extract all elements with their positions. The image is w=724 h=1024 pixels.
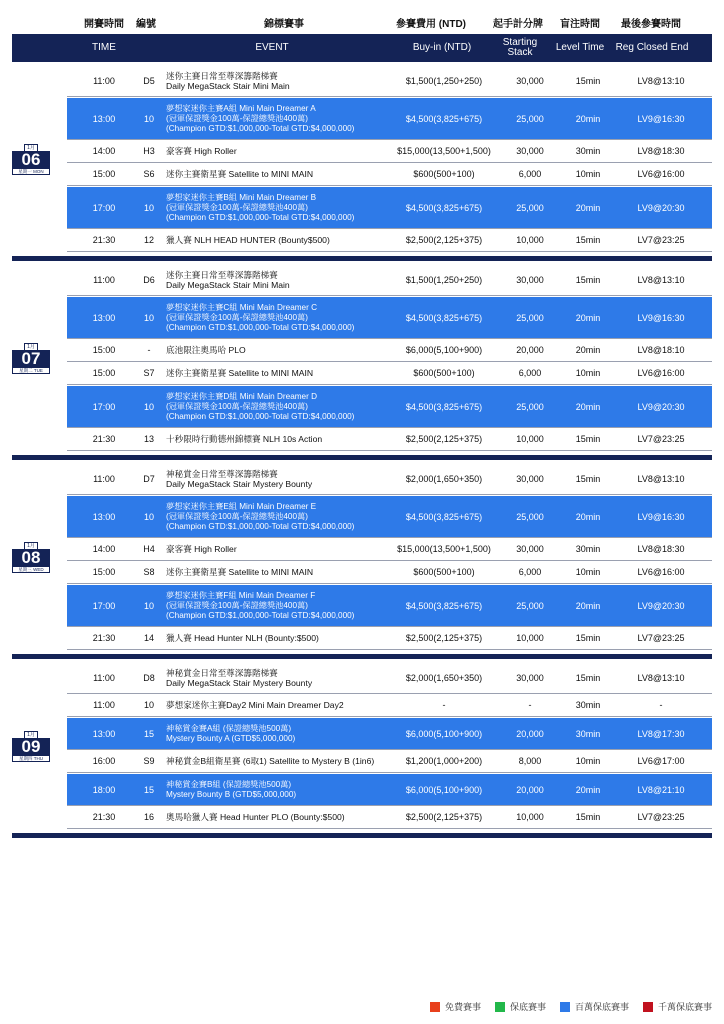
event-line: 神秘賞金賽B組 (保證總獎池500萬)	[166, 779, 292, 789]
row-reg: LV9@16:30	[637, 113, 685, 124]
row-buyin: $15,000(13,500+1,500)	[397, 146, 491, 156]
row-event	[166, 774, 396, 805]
header-event-cn: 錦標賽事	[264, 19, 304, 30]
row-event	[166, 428, 396, 450]
row-number: 10	[143, 600, 154, 611]
row-buyin: $4,500(3,825+675)	[405, 312, 483, 323]
row-number: 10	[143, 511, 154, 522]
row-reg: LV9@16:30	[637, 511, 685, 522]
row-buyin: $1,200(1,000+200)	[405, 756, 483, 766]
header-chinese	[12, 8, 712, 34]
header-time-en: TIME	[92, 42, 116, 53]
row-number: S7	[143, 368, 155, 378]
event-line: (冠軍保證獎金100萬-保證總獎池400萬)	[166, 113, 308, 123]
row-reg: LV8@13:10	[637, 672, 685, 683]
row-reg: LV7@23:25	[637, 235, 685, 245]
row-stack: 6,000	[518, 368, 542, 378]
table-row	[67, 339, 712, 362]
row-buyin: $4,500(3,825+675)	[405, 113, 483, 124]
row-stack: 6,000	[518, 567, 542, 577]
row-event	[166, 187, 396, 228]
date-month: 1月	[24, 731, 38, 738]
row-stack: 25,000	[516, 511, 544, 522]
row-time: 11:00	[93, 672, 115, 683]
row-buyin: $4,500(3,825+675)	[405, 401, 483, 412]
row-level: 15min	[575, 274, 601, 285]
row-stack: 8,000	[518, 756, 542, 766]
row-reg: LV8@21:10	[637, 784, 685, 795]
row-event	[166, 662, 396, 693]
row-buyin: $600(500+100)	[413, 169, 475, 179]
row-level: 15min	[575, 633, 601, 643]
event-line: 神秘賞金賽A組 (保證總獎池500萬)	[166, 723, 292, 733]
event-line: 獵人賽 Head Hunter NLH (Bounty:$500)	[166, 633, 319, 643]
table-row	[67, 163, 712, 186]
event-line: (冠軍保證獎金100萬-保證總獎池400萬)	[166, 312, 308, 322]
row-event	[166, 585, 396, 626]
row-time: 21:30	[92, 633, 116, 643]
event-line: (冠軍保證獎金100萬-保證總獎池400萬)	[166, 401, 308, 411]
table-row	[67, 561, 712, 584]
row-number: -	[147, 345, 151, 355]
row-reg: LV6@17:00	[637, 756, 685, 766]
row-buyin: $6,000(5,100+900)	[405, 728, 483, 739]
row-level: 15min	[575, 235, 601, 245]
row-number: H4	[143, 544, 155, 554]
row-event	[166, 538, 396, 560]
row-number: 10	[143, 202, 154, 213]
row-level: 10min	[575, 567, 601, 577]
row-number: 12	[143, 235, 154, 245]
event-line: 夢想家迷你主賽Day2 Mini Main Dreamer Day2	[166, 700, 344, 710]
date-month: 1月	[24, 542, 38, 549]
row-reg: LV9@20:30	[637, 401, 685, 412]
row-number: D6	[143, 274, 155, 285]
row-number: 10	[143, 312, 154, 323]
table-row-highlight	[67, 585, 712, 627]
row-reg: LV8@18:30	[637, 146, 685, 156]
row-event	[166, 463, 396, 494]
table-row	[67, 463, 712, 495]
legend-label: 保底賽事	[509, 1002, 546, 1012]
row-time: 11:00	[93, 75, 115, 86]
row-time: 14:00	[92, 544, 116, 554]
row-level: 20min	[575, 202, 601, 213]
event-line: (Champion GTD:$1,000,000-Total GTD:$4,000,000)	[166, 411, 355, 421]
event-line: Daily MegaStack Stair Mini Main	[166, 80, 290, 91]
header-stack-en: Starting Stack	[502, 37, 538, 58]
row-level: 20min	[575, 401, 601, 412]
row-level: 20min	[575, 784, 601, 795]
event-line: 夢想家迷你主賽B組 Mini Main Dreamer B	[166, 192, 317, 202]
row-stack: 10,000	[516, 235, 544, 245]
row-level: 15min	[575, 75, 601, 86]
row-stack: 20,000	[516, 728, 544, 739]
event-line: 迷你主賽衛星賽 Satellite to MINI MAIN	[166, 567, 314, 577]
row-buyin: $2,000(1,650+350)	[405, 672, 483, 683]
event-line: Mystery Bounty B (GTD$5,000,000)	[166, 789, 297, 799]
date-month: 1月	[24, 144, 38, 151]
legend-swatch	[560, 1002, 570, 1012]
legend-item	[430, 1000, 481, 1013]
row-number: 16	[143, 812, 154, 822]
row-level: 30min	[575, 544, 601, 554]
event-line: 迷你主賽衛星賽 Satellite to MINI MAIN	[166, 368, 314, 378]
row-time: 21:30	[92, 434, 116, 444]
event-line: (冠軍保證獎金100萬-保證總獎池400萬)	[166, 600, 308, 610]
event-line: 神秘賞金日常至尊深籌階梯賽	[166, 667, 278, 678]
event-line: 迷你主賽日常至尊深籌階梯賽	[166, 70, 278, 81]
row-event	[166, 339, 396, 361]
row-buyin: $2,500(2,125+375)	[405, 633, 483, 643]
row-time: 21:30	[92, 812, 116, 822]
row-reg: LV8@18:10	[637, 345, 685, 355]
row-event	[166, 65, 396, 96]
row-stack: 6,000	[518, 169, 542, 179]
legend-label: 免費賽事	[444, 1002, 481, 1012]
row-number: S8	[143, 567, 155, 577]
row-number: 10	[143, 700, 154, 710]
row-level: 20min	[575, 345, 601, 355]
table-row-highlight	[67, 98, 712, 140]
event-line: 奧馬哈獵人賽 Head Hunter PLO (Bounty:$500)	[166, 812, 345, 822]
row-buyin: $6,000(5,100+900)	[405, 345, 483, 355]
row-level: 10min	[575, 756, 601, 766]
row-level: 10min	[575, 169, 601, 179]
header-reg-cn: 最後參賽時間	[621, 19, 681, 30]
table-row-highlight	[67, 187, 712, 229]
row-number: D7	[143, 473, 155, 484]
row-reg: LV7@23:25	[637, 434, 685, 444]
table-row	[67, 538, 712, 561]
row-time: 16:00	[92, 756, 116, 766]
event-line: Daily MegaStack Stair Mystery Bounty	[166, 478, 313, 489]
row-reg: LV9@20:30	[637, 202, 685, 213]
table-row	[67, 428, 712, 451]
row-stack: 10,000	[516, 812, 544, 822]
legend-item	[643, 1000, 712, 1013]
row-buyin: $600(500+100)	[413, 368, 475, 378]
row-stack: 30,000	[516, 274, 544, 285]
row-stack: 25,000	[516, 312, 544, 323]
date-weekday: 星期三 WED	[12, 567, 50, 573]
row-time: 15:00	[92, 368, 116, 378]
row-buyin: $2,500(2,125+375)	[405, 812, 483, 822]
event-line: Daily MegaStack Stair Mystery Bounty	[166, 677, 313, 688]
row-time: 13:00	[92, 312, 116, 323]
row-stack: 25,000	[516, 202, 544, 213]
row-time: 15:00	[92, 567, 116, 577]
legend-label: 千萬保底賽事	[657, 1002, 712, 1012]
row-level: 30min	[575, 700, 601, 710]
event-line: 夢想家迷你主賽C組 Mini Main Dreamer C	[166, 302, 318, 312]
row-reg: LV6@16:00	[637, 567, 685, 577]
row-stack: 25,000	[516, 401, 544, 412]
table-row	[67, 362, 712, 385]
row-time: 13:00	[92, 113, 116, 124]
row-stack: 30,000	[516, 544, 544, 554]
day-block	[12, 62, 712, 252]
header-stack-cn: 起手計分牌	[493, 19, 543, 30]
table-row	[67, 229, 712, 252]
row-buyin: $15,000(13,500+1,500)	[397, 544, 491, 554]
row-event	[166, 806, 396, 828]
row-event	[166, 496, 396, 537]
event-line: Daily MegaStack Stair Mini Main	[166, 279, 290, 290]
event-line: 十秒限時行動德州錦標賽 NLH 10s Action	[166, 434, 323, 444]
row-reg: LV7@23:25	[637, 812, 685, 822]
row-stack: 25,000	[516, 113, 544, 124]
row-number: S9	[143, 756, 155, 766]
header-buyin-cn: 參賽費用 (NTD)	[396, 19, 466, 30]
row-event	[166, 718, 396, 749]
table-row-highlight	[67, 718, 712, 750]
row-time: 14:00	[92, 146, 116, 156]
row-level: 15min	[575, 434, 601, 444]
row-event	[166, 163, 396, 185]
event-line: 獵人賽 NLH HEAD HUNTER (Bounty$500)	[166, 235, 330, 245]
header-event-en: EVENT	[255, 42, 289, 53]
row-reg: LV8@13:10	[637, 75, 685, 86]
row-level: 10min	[575, 368, 601, 378]
row-buyin: $6,000(5,100+900)	[405, 784, 483, 795]
row-number: H3	[143, 146, 155, 156]
row-event	[166, 561, 396, 583]
table-row	[67, 264, 712, 296]
row-event	[166, 750, 396, 772]
row-level: 30min	[575, 146, 601, 156]
event-line: (冠軍保證獎金100萬-保證總獎池400萬)	[166, 202, 308, 212]
event-line: (冠軍保證獎金100萬-保證總獎池400萬)	[166, 511, 308, 521]
event-line: 夢想家迷你主賽E組 Mini Main Dreamer E	[166, 501, 317, 511]
row-event	[166, 264, 396, 295]
row-number: D5	[143, 75, 155, 86]
legend-swatch	[495, 1002, 505, 1012]
row-number: 10	[143, 113, 154, 124]
date-badge	[12, 731, 50, 762]
event-line: 神秘賞金B組衛星賽 (6取1) Satellite to Mystery B (1in6)	[166, 756, 375, 766]
date-weekday: 星期四 THU	[12, 756, 50, 762]
event-line: 豪客賽 High Roller	[166, 544, 237, 554]
legend-swatch	[430, 1002, 440, 1012]
header-level-en: Level Time	[555, 42, 605, 53]
event-line: (Champion GTD:$1,000,000-Total GTD:$4,000,000)	[166, 322, 355, 332]
row-reg: LV9@16:30	[637, 312, 685, 323]
event-line: 夢想家迷你主賽D組 Mini Main Dreamer D	[166, 391, 318, 401]
legend-item	[495, 1000, 546, 1013]
row-number: 13	[143, 434, 154, 444]
row-reg: LV7@23:25	[637, 633, 685, 643]
row-number: 14	[143, 633, 154, 643]
date-day: 06	[12, 151, 50, 169]
row-buyin: $1,500(1,250+250)	[405, 75, 483, 86]
row-stack: -	[528, 700, 532, 710]
date-weekday: 星期二 TUE	[12, 368, 50, 374]
legend-label: 百萬保底賽事	[574, 1002, 629, 1012]
row-event	[166, 98, 396, 139]
date-weekday: 星期一 MON	[12, 169, 50, 175]
row-buyin: $1,500(1,250+250)	[405, 274, 483, 285]
row-buyin: $4,500(3,825+675)	[405, 202, 483, 213]
event-line: 迷你主賽日常至尊深籌階梯賽	[166, 269, 278, 280]
event-line: (Champion GTD:$1,000,000-Total GTD:$4,000,000)	[166, 123, 355, 133]
row-buyin: $4,500(3,825+675)	[405, 600, 483, 611]
row-time: 15:00	[92, 169, 116, 179]
event-line: 豪客賽 High Roller	[166, 146, 237, 156]
event-line: 迷你主賽衛星賽 Satellite to MINI MAIN	[166, 169, 314, 179]
row-buyin: $2,500(2,125+375)	[405, 434, 483, 444]
header-buyin-en: Buy-in (NTD)	[412, 42, 472, 53]
event-line: (Champion GTD:$1,000,000-Total GTD:$4,000,000)	[166, 521, 355, 531]
date-day: 08	[12, 549, 50, 567]
row-time: 13:00	[92, 511, 116, 522]
row-buyin: $2,000(1,650+350)	[405, 473, 483, 484]
row-level: 20min	[575, 600, 601, 611]
schedule-sheet	[12, 8, 712, 838]
row-level: 15min	[575, 812, 601, 822]
day-separator	[12, 833, 712, 838]
row-reg: LV8@13:10	[637, 274, 685, 285]
row-time: 15:00	[92, 345, 116, 355]
row-stack: 10,000	[516, 434, 544, 444]
row-level: 15min	[575, 473, 601, 484]
row-time: 11:00	[93, 700, 115, 710]
row-stack: 20,000	[516, 784, 544, 795]
date-badge	[12, 542, 50, 573]
legend-item	[560, 1000, 629, 1013]
table-row-highlight	[67, 496, 712, 538]
row-buyin: $2,500(2,125+375)	[405, 235, 483, 245]
date-badge	[12, 144, 50, 175]
row-time: 11:00	[93, 473, 115, 484]
table-row	[67, 662, 712, 694]
row-time: 17:00	[92, 202, 116, 213]
row-time: 13:00	[92, 728, 116, 739]
row-reg: -	[659, 700, 663, 710]
legend	[430, 1000, 712, 1013]
row-time: 11:00	[93, 274, 115, 285]
row-event	[166, 229, 396, 251]
header-time-cn: 開賽時間	[84, 19, 124, 30]
row-number: S6	[143, 169, 155, 179]
table-row-highlight	[67, 386, 712, 428]
row-stack: 30,000	[516, 146, 544, 156]
row-buyin: $4,500(3,825+675)	[405, 511, 483, 522]
event-line: 夢想家迷你主賽A組 Mini Main Dreamer A	[166, 103, 316, 113]
row-event	[166, 627, 396, 649]
day-block	[12, 460, 712, 650]
event-line: 夢想家迷你主賽F組 Mini Main Dreamer F	[166, 590, 316, 600]
row-stack: 30,000	[516, 473, 544, 484]
row-stack: 10,000	[516, 633, 544, 643]
row-reg: LV6@16:00	[637, 368, 685, 378]
event-line: (Champion GTD:$1,000,000-Total GTD:$4,000,000)	[166, 610, 355, 620]
row-stack: 30,000	[516, 672, 544, 683]
day-block	[12, 261, 712, 451]
row-time: 21:30	[92, 235, 116, 245]
row-time: 17:00	[92, 600, 116, 611]
schedule-days	[12, 62, 712, 838]
row-stack: 20,000	[516, 345, 544, 355]
row-stack: 25,000	[516, 600, 544, 611]
table-row-highlight	[67, 297, 712, 339]
row-level: 15min	[575, 672, 601, 683]
table-row	[67, 694, 712, 717]
event-line: 神秘賞金日常至尊深籌階梯賽	[166, 468, 278, 479]
row-stack: 30,000	[516, 75, 544, 86]
row-level: 30min	[575, 728, 601, 739]
row-reg: LV6@16:00	[637, 169, 685, 179]
row-reg: LV8@13:10	[637, 473, 685, 484]
row-number: 10	[143, 401, 154, 412]
header-level-cn: 盲注時間	[560, 19, 600, 30]
date-day: 09	[12, 738, 50, 756]
table-row	[67, 806, 712, 829]
table-row	[67, 65, 712, 97]
header-reg-en: Reg Closed End	[615, 42, 689, 53]
row-buyin: -	[442, 700, 446, 710]
row-reg: LV8@18:30	[637, 544, 685, 554]
event-line: 底池限注奧馬哈 PLO	[166, 345, 246, 355]
row-reg: LV8@17:30	[637, 728, 685, 739]
table-row-highlight	[67, 774, 712, 806]
header-no-cn: 編號	[136, 19, 156, 30]
date-month: 1月	[24, 343, 38, 350]
table-row	[67, 140, 712, 163]
row-time: 18:00	[92, 784, 116, 795]
event-line: Mystery Bounty A (GTD$5,000,000)	[166, 733, 296, 743]
row-number: 15	[143, 784, 154, 795]
row-level: 20min	[575, 312, 601, 323]
table-row	[67, 750, 712, 773]
row-number: D8	[143, 672, 155, 683]
header-english	[12, 34, 712, 62]
row-event	[166, 362, 396, 384]
event-line: (Champion GTD:$1,000,000-Total GTD:$4,000,000)	[166, 212, 355, 222]
row-buyin: $600(500+100)	[413, 567, 475, 577]
row-event	[166, 386, 396, 427]
date-badge	[12, 343, 50, 374]
row-level: 20min	[575, 113, 601, 124]
row-time: 17:00	[92, 401, 116, 412]
legend-swatch	[643, 1002, 653, 1012]
row-level: 20min	[575, 511, 601, 522]
row-event	[166, 140, 396, 162]
row-event	[166, 297, 396, 338]
date-day: 07	[12, 350, 50, 368]
table-row	[67, 627, 712, 650]
row-event	[166, 694, 396, 716]
row-number: 15	[143, 728, 154, 739]
row-reg: LV9@20:30	[637, 600, 685, 611]
day-block	[12, 659, 712, 829]
